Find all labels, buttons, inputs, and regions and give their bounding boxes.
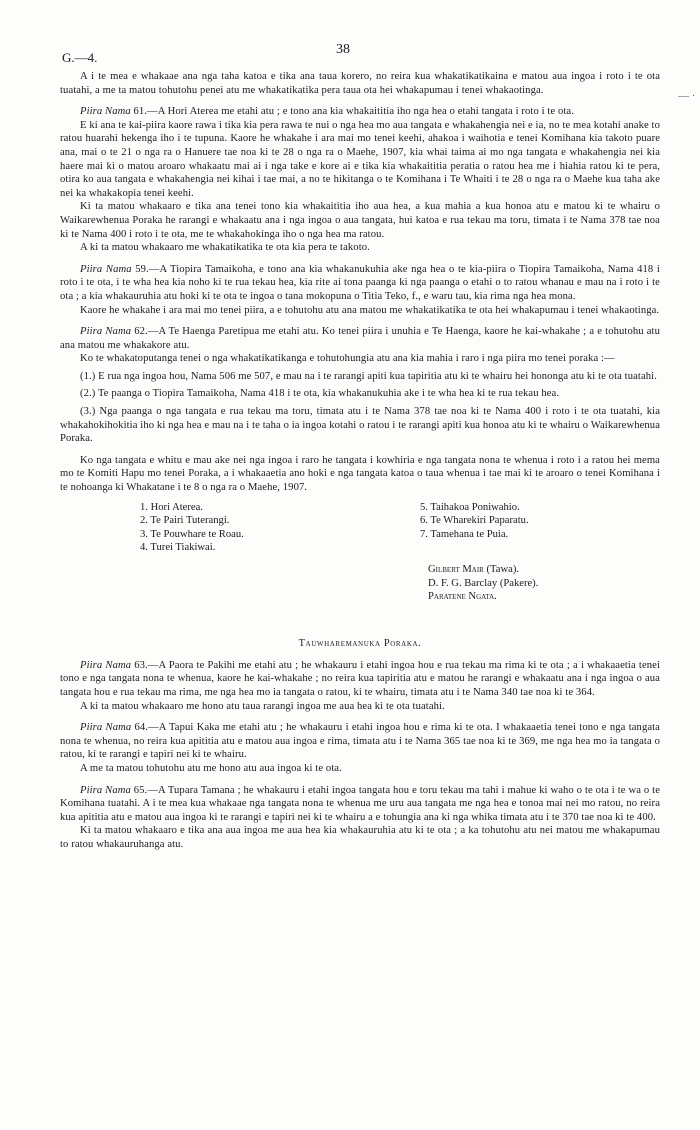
- case-64-conclusion: A me ta matou tohutohu atu me hono atu aua ingoa ki te ota.: [80, 762, 342, 774]
- members-column-right: [420, 501, 620, 555]
- amendment-item-3: (3.) Nga paanga o nga tangata e rua tekau ma toru, timata atu i te Nama 378 tae noa ki te Nama 400 i roto i te ota tuatahi, kia whakahokihokitia iho ki nga hea e mau na i te taha o ia ingoa kotahi o ratou i te rarangi apiti kua honoa atu ki te whairu o Waikarewhenua Poraka.: [60, 406, 660, 445]
- case-label: Piira Nama: [80, 326, 132, 338]
- case-text: 64.—A Tapui Kaka me etahi atu ; he whakauru i etahi ingoa hou e rima ki te ota. I whakaaetia tenei tono e nga tangata nona te whenua, no reira kua apititia atu e matou aua ingoa e rima, timata atu i te Nama 365 tae noa ki te 369, me nga hea mo ia tangata o ratou, ki te rarangi e tapiri nei ki te whairu.: [60, 722, 660, 761]
- section-title: Tauwharemanuka Poraka.: [298, 637, 422, 649]
- case-61-conclusion: A ki ta matou whakaaro me whakatikatika te ota kia pera te takoto.: [80, 242, 370, 254]
- amendment-item-2: (2.) Te paanga o Tiopira Tamaikoha, Nama 418 i te ota, kia whakanukuhia ake i te wha hea ki te rua tekau hea.: [80, 388, 560, 400]
- member-name: 3. Te Pouwhare te Roau.: [140, 528, 244, 540]
- member-name: 2. Te Pairi Tuterangi.: [140, 515, 230, 527]
- case-text: 62.—A Te Haenga Paretipua me etahi atu. Ko tenei piira i unuhia e Te Haenga, kaore he kai-whakahe ; a e tohutohu atu ana matou me whakakore atu.: [60, 326, 660, 351]
- members-column-left: [60, 501, 420, 555]
- case-64: [60, 721, 660, 762]
- case-label: Piira Nama: [80, 784, 131, 796]
- member-name: 1. Hori Aterea.: [140, 501, 203, 513]
- document-page: [60, 40, 660, 852]
- member-name: 4. Turei Tiakiwai.: [140, 542, 216, 554]
- case-63-conclusion: A ki ta matou whakaaro me hono atu taua rarangi ingoa me aua hea ki te ota tuatahi.: [80, 700, 445, 712]
- member-name: 5. Taihakoa Poniwahio.: [420, 501, 520, 513]
- document-reference: G.—4.: [62, 50, 98, 65]
- case-label: Piira Nama: [80, 263, 132, 275]
- member-name: 7. Tamehana te Puia.: [420, 528, 509, 540]
- case-label: Piira Nama: [80, 659, 132, 671]
- member-name: 6. Te Wharekiri Paparatu.: [420, 515, 529, 527]
- case-62-summary: Ko te whakatoputanga tenei o nga whakatikatikanga e tohutohungia atu ana kia mahia i raro i nga piira mo tenei poraka :—: [80, 353, 615, 365]
- case-text: 65.—A Tupara Tamana ; he whakauru i etahi ingoa tangata hou e toru tekau ma tahi i mahue ki waho o te ota i te wa o te Komihana tuatahi. A i te mea kua whakaae nga tangata nona te whenua me uru aua tangata me nga hea e tonoa mai nei mo ratou, no reira kua apititia atu e matou aua ingoa ki te rarangi e tapiri nei ki te whairu a e tohungia ana ki nga whika timata atu i te 370 tae noa ki te 400.: [60, 784, 660, 823]
- signatory-name: Gilbert Mair: [428, 564, 484, 575]
- case-text: 63.—A Paora te Pakihi me etahi atu ; he whakauru i etahi ingoa hou e rua tekau ma rima ki te ota ; a i whakaaetia tenei tono e nga tangata nona te whenua, kaore he kai-whakahe ; no reira kua tapiritia atu e matou he rarangi e whakaatu ana i nga ingoa o aua tangata hou e rua tekau ma rima, me nga hea mo ia tangata o ratou, ki te whairu, timata atu i te Nama 340 tae noa ki te 364.: [60, 659, 660, 698]
- signature-line: Paratene Ngata.: [428, 591, 497, 603]
- case-59: [60, 263, 660, 304]
- page-header: [60, 40, 660, 70]
- case-62: [60, 325, 660, 352]
- case-63: [60, 659, 660, 700]
- case-59-body: Kaore he whakahe i ara mai mo tenei piira, a e tohutohu atu ana matou me whakatikatika te ota hei whakapumau i tenei whakaotinga.: [80, 304, 660, 316]
- case-65: [60, 784, 660, 825]
- case-label: Piira Nama: [80, 722, 132, 734]
- case-text: 61.—A Hori Aterea me etahi atu ; e tono ana kia whakaititia iho nga hea o etahi tangata i roto i te ota.: [130, 106, 574, 118]
- committee-members: [60, 501, 660, 555]
- case-61: [60, 105, 660, 119]
- case-61-body: E ki ana te kai-piira kaore rawa i tika kia pera rawa te nui o nga hea mo aua tangata e whakahengia nei e ia, no te mea kotahi anake to ratou huarahi hekenga iho i te tupuna. Kaore he whakahe i ara mai mo tenei keehi, ahakoa i waihotia e tenei Komihana kia takoto puare ana, mai o te 21 o nga ra o Hanuere tae noa ki te 28 o nga ra o Maehe, 1907, kia whai taima ai mo nga tangata e whakahengia nei kia haere mai ki o matou aroaro whakaatu mai ai i nga take e kore ai e tika kia whakaititia peratia o ratou hea me i hiahia ratou ki te pera, otira ko aua tangata e whakahengia nei kihai i tae mai, a no te hikitanga o te Komihana i Te Whaiti i te 28 o nga ra o Maehe kua taha ake nei ka whakakopia tenei keehi.: [60, 119, 660, 199]
- case-65-conclusion: Ki ta matou whakaaro e tika ana aua ingoa me aua hea kia whakauruhia atu ki te ota ; a ka tohutohu atu nei matou me whakapumau to ratou whakauruhanga atu.: [60, 825, 660, 850]
- case-text: 59.—A Tiopira Tamaikoha, e tono ana kia whakanukuhia ake nga hea o te kia-piira o Tiopira Tamaikoha, Nama 418 i roto i te ota, i te wha hea kia noho ki te rua tekau hea, kia rite ai tona paanga ki nga paanga o etahi o to ratou whanau e mau na i roto i te ota ; a kia whakauruhia atu hoki ki te ota te ingoa o tana mokopuna o Titia Teko, f., e waru tau, kia rima nga hea mona.: [60, 263, 660, 302]
- case-61-finding: Ki ta matou whakaaro e tika ana tenei tono kia whakaititia iho aua hea, a kua mahia a kua honoa atu e matou ki te whairu o Waikarewhenua Poraka he rarangi e whakaatu ana i nga ingoa o aua tangata, hui katoa e rua tekau ma toru, timata i te Nama 378 tae noa ki te Nama 400 i roto i te ota, me te whakahokinga iho o nga hea ma ratou.: [60, 201, 660, 240]
- signatures: [428, 563, 660, 604]
- case-label: Piira Nama: [80, 106, 131, 118]
- signature-line: D. F. G. Barclay (Pakere).: [428, 577, 539, 589]
- signatory-alias: (Tawa).: [483, 564, 519, 575]
- page-number: 38: [336, 42, 350, 57]
- committee-paragraph: Ko nga tangata e whitu e mau ake nei nga ingoa i raro he tangata i kowhiria e nga tangata nona te whenua i roto i a ratou hei mema mo te Komiti Hapu mo tenei Poraka, a i whakaaetia ano hoki e nga tangata katoa o taua whenua i tae mai ki te aroaro o tenei Komihana i te nohoanga ki Whakatane i te 8 o nga ra o Maehe, 1907.: [60, 454, 660, 494]
- amendment-item-1: (1.) E rua nga ingoa hou, Nama 506 me 507, e mau na i te rarangi apiti kua tapiritia atu ki te whairu hei hononga atu ki te ota tuatahi.: [80, 370, 657, 382]
- signature-line: [428, 563, 660, 577]
- paragraph-intro: A i te mea e whakaae ana nga taha katoa e tika ana taua korero, no reira kua whakatikatikaina e matou aua ingoa i roto i te ota tuatahi, a me ta matou tohutohu penei atu me whakatikatika pera taua ota hei whakapumau i tenei whakaotinga.: [60, 71, 660, 96]
- margin-mark: — ·: [678, 90, 696, 102]
